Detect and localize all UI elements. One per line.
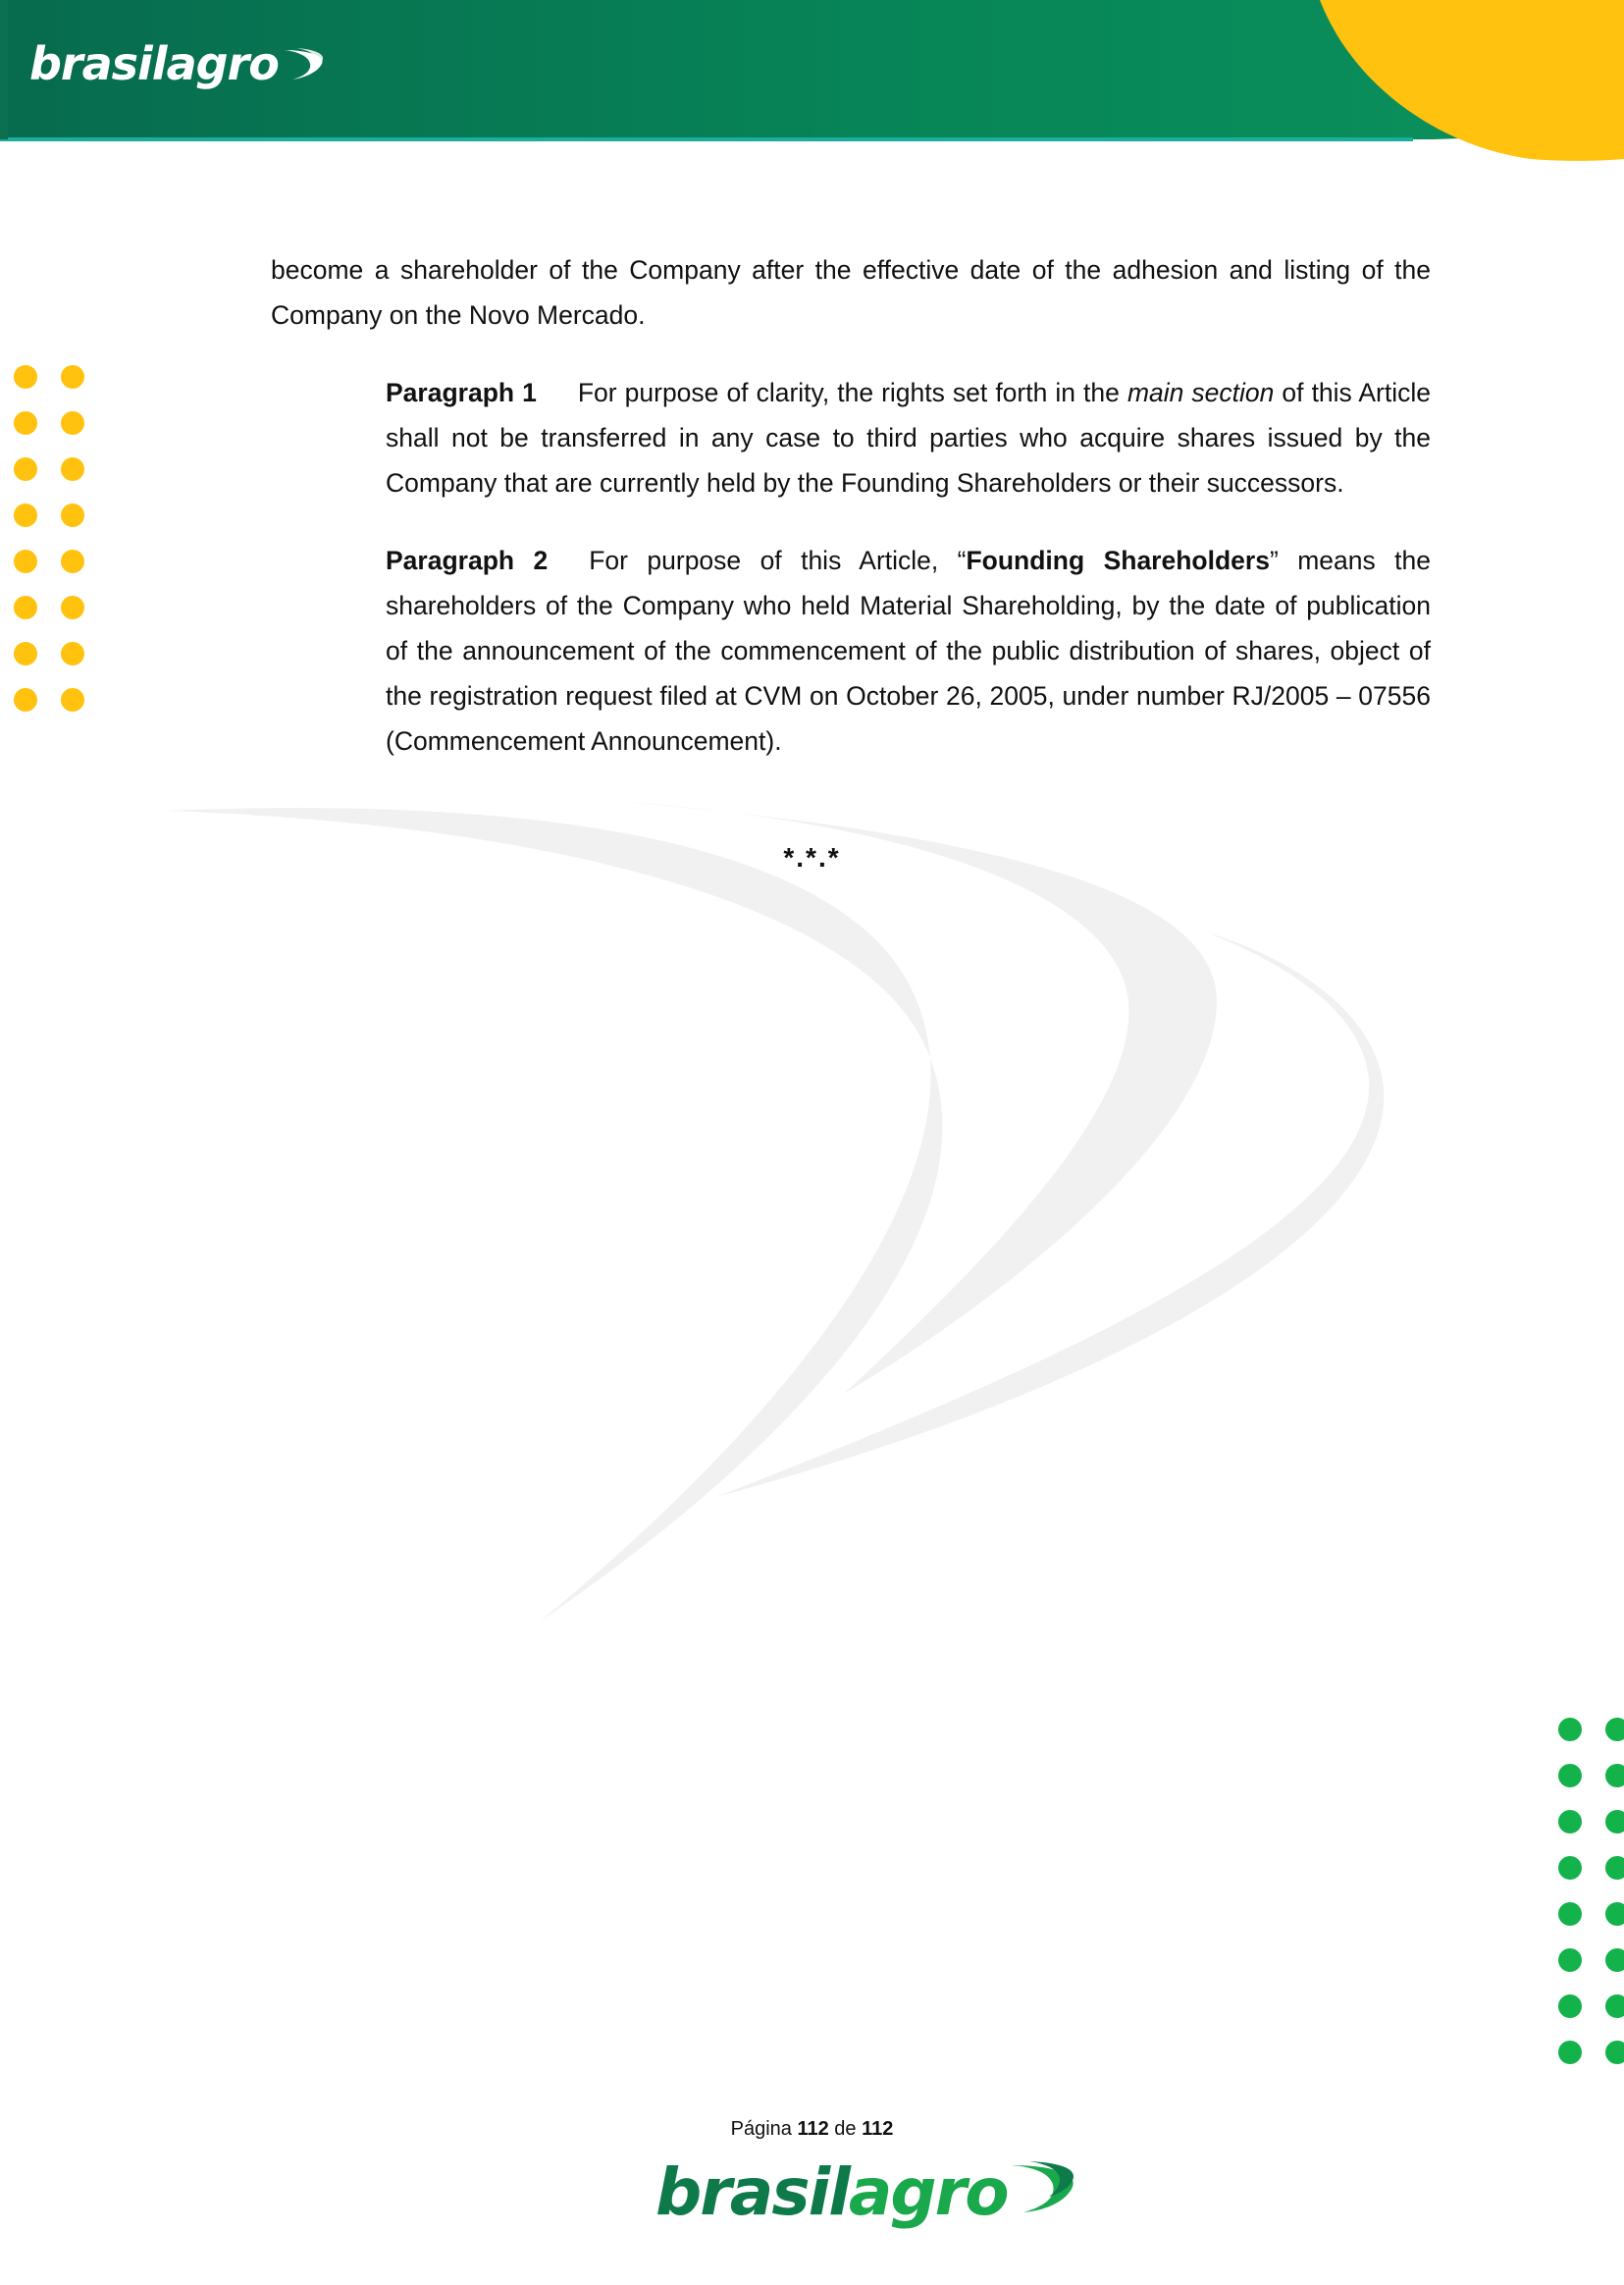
paragraph-1-label: Paragraph 1 [386, 378, 537, 407]
page-word: Página [730, 2118, 792, 2140]
page-total: 112 [862, 2118, 894, 2140]
paragraph-2-text-before: For purpose of this Article, “ [589, 546, 967, 575]
intro-paragraph: become a shareholder of the Company after the effective date of the adhesion and listing of the Company on the Novo Mercado. [271, 255, 1431, 330]
document-body [271, 247, 1431, 764]
footer-logo [655, 2154, 1078, 2230]
yellow-dots-decoration [14, 365, 84, 712]
footer-chevron-logo-icon [1010, 2159, 1078, 2216]
paragraph-2-text-after: ” means the shareholders of the Company who held Material Shareholding, by the date of publication of the announcement of the commencement of the public distribution of shares, object of the registration request filed at CVM on October 26, 2005, under number RJ/2005 – 07556 (Commencement Announcement). [386, 546, 1431, 756]
paragraph-2-label: Paragraph 2 [386, 546, 549, 575]
of-word: de [834, 2118, 857, 2140]
footer-logo-agro: agro [848, 2154, 1008, 2230]
page-number: 112 [797, 2118, 829, 2140]
page-number-footer [0, 2118, 1624, 2141]
paragraph-1-text-before: For purpose of clarity, the rights set forth in the [577, 378, 1127, 407]
section-separator: *.*.* [783, 842, 841, 873]
paragraph-2 [386, 538, 1431, 764]
paragraph-2-term: Founding Shareholders [966, 546, 1270, 575]
footer-logo-brasil: brasil [655, 2154, 849, 2230]
paragraph-1-italic: main section [1126, 378, 1275, 407]
paragraph-1-text-after: of this Article shall not be transferred in any case to third parties who acquire shares issued by the Company that are currently held by the Founding Shareholders or their successors. [386, 378, 1432, 498]
paragraph-1 [386, 370, 1431, 505]
green-dots-decoration [1558, 1718, 1624, 2064]
header-logo-text: brasilagro [29, 37, 279, 90]
